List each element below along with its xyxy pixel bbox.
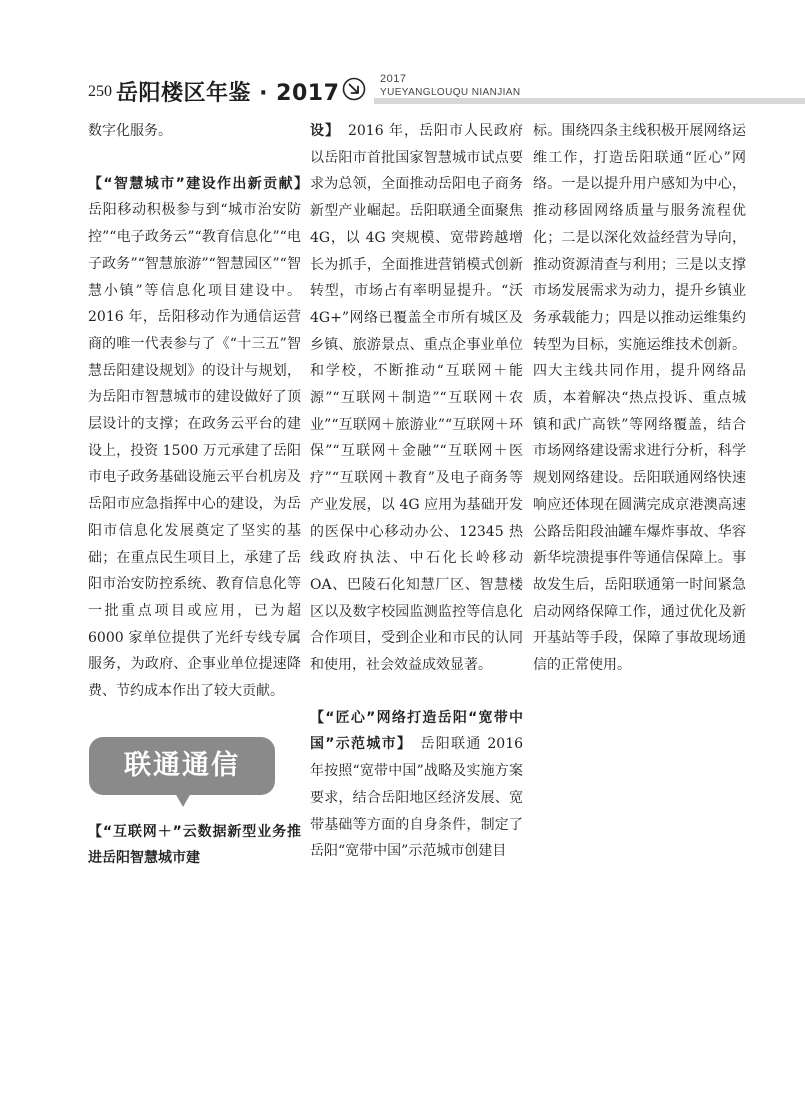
circle-arrow-down-right-icon [342,77,366,101]
spacer [88,145,301,171]
entry-internet-plus-body [310,118,523,679]
entry-title-end: 设】 [310,123,333,139]
entry-broadband-china-continued: 标。围绕四条主线积极开展网络运维工作，打造岳阳联通“匠心”网络。一是以提升用户感知为中心，推动移固网络质量与服务流程优化；二是以深化效益经营为导向，推动资源清查与利用；三是以支撑市场发展需求为动力，提升乡镇业务承载能力；四是以推动运维集约转型为目标，实施运维技术创新。四大主线共同作用，提升网络品质，本着解决“热点投诉、重点城镇和武广高铁”等网络覆盖，结合市场网络建设需求进行分析，科学规划网络建设。岳阳联通网络快速响应还体现在圆满完成京港澳高速公路岳阳段油罐车爆炸事故、华容新华垸溃提事件等通信保障上。事故发生后，岳阳联通第一时间紧急启动网络保障工作，通过优化及新开基站等手段，保障了事故现场通信的正常使用。 [533,123,746,674]
entry-title: 【“互联网＋”云数据新型业务推进岳阳智慧城市建 [88,823,301,867]
banner-pointer [175,793,191,807]
spacer [88,705,301,731]
section-title: 联通通信 [124,749,240,781]
paragraph: 数字化服务。 [88,123,172,139]
header-year: 2017 [380,73,407,85]
column-2 [310,118,523,865]
header-rule [374,98,805,104]
entry-body: 岳阳移动积极参与到“城市治安防控”“电子政务云”“教育信息化”“电子政务”“智慧旅游”“智慧园区”“智慧小镇”等信息化项目建设中。2016 年，岳阳移动作为通信运营商的唯一代表参与了《“十三五”智慧岳阳建设规划》的设计与规划，为岳阳市智慧城市的建设做好了顶层设计的支撑；在政务云平台的建设上，投资 1500 万元承建了岳阳市电子政务基础设施云平台机房及岳阳市应急指挥中心的建设，为岳阳市信息化发展奠定了坚实的基础；在重点民生项目上，承建了岳阳市治安防控系统、教育信息化等一批重点项目或应用，已为超 6000 家单位提供了光纤专线专属服务，为政府、企事业单位提速降费、节约成本作出了较大贡献。 [88,202,301,700]
section-banner [89,737,275,795]
entry-smart-city-mobile [88,171,301,705]
yearbook-title: 岳阳楼区年鉴 · 2017 [116,81,340,106]
entry-body: 岳阳联通 2016 年按照“宽带中国”战略及实施方案要求，结合岳阳地区经济发展、宽带基础等方面的自身条件，制定了岳阳“宽带中国”示范城市创建目 [310,736,524,860]
entry-body: 2016 年，岳阳市人民政府以岳阳市首批国家智慧城市试点要求为总领，全面推动岳阳电子商务新型产业崛起。岳阳联通全面聚焦 4G，以 4G 突规模、宽带跨越增长为抓手，全面推进营销模式创新转型，市场占有率明显提升。“沃 4G+”网络已覆盖全市所有城区及乡镇、旅游景点、重点企事业单位和学校，不断推动“互联网＋能源”“互联网＋制造”“互联网＋农业”“互联网＋旅游业”“互联网＋环保”“互联网＋金融”“互联网＋医疗”“互联网＋教育”及电子商务等产业发展，以 4G 应用为基础开发的医保中心移动办公、12345 热线政府执法、中石化长岭移动 OA、巴陵石化知慧厂区、智慧楼区以及数字校园监测监控等信息化合作项目，受到企业和市民的认同和使用，社会效益成效显著。 [310,123,523,674]
entry-title: 【“匠心”网络打造岳阳“宽带中国”示范城市】 [310,709,523,753]
entry-internet-plus-title [88,819,301,872]
column-1 [88,118,301,872]
header-pinyin: YUEYANGLOUQU NIANJIAN [380,87,521,98]
entry-title: 【“智慧城市”建设作出新贡献】 [88,175,301,192]
entry-broadband-china [310,705,523,865]
column-3 [533,118,746,679]
spacer [310,679,523,705]
page-header [0,70,805,110]
page-number: 250 [88,83,112,100]
